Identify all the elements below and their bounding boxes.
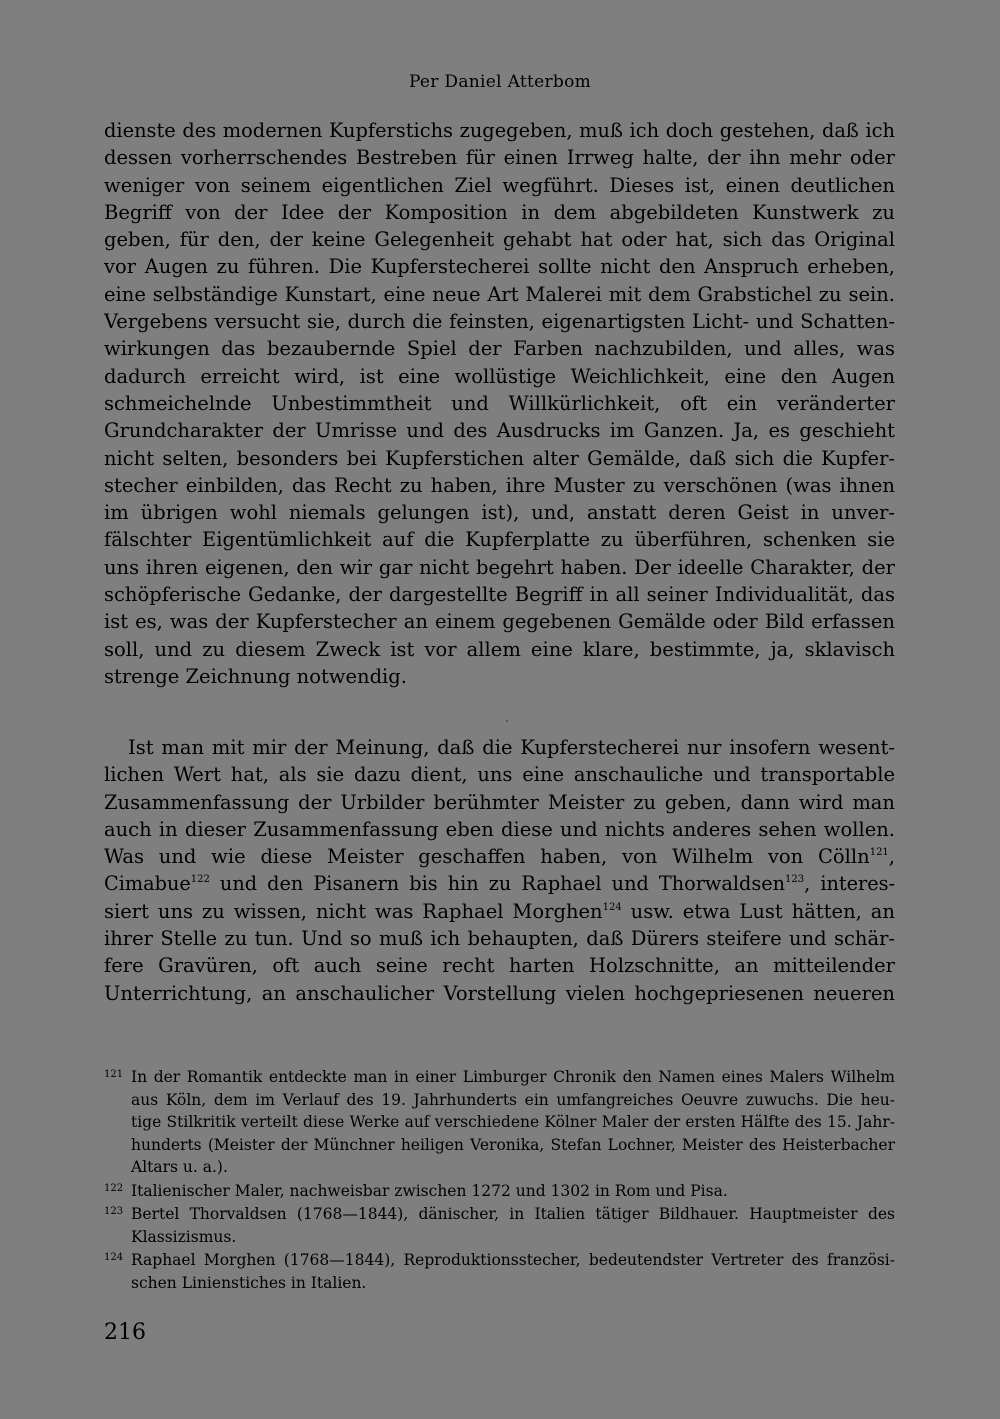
footnote-number: 124 xyxy=(104,1252,124,1263)
footnote-122 xyxy=(104,1180,895,1203)
text-line: fälschter Eigentümlichkeit auf die Kupferplatte zu überführen, schenken sie xyxy=(104,528,895,552)
paragraph-2 xyxy=(104,734,895,1007)
footnote-line: In der Romantik entdeckte man in einer Limburger Chronik den Namen eines Malers Wilhelm xyxy=(131,1068,895,1086)
footnote-line: Bertel Thorvaldsen (1768—1844), dänischer, in Italien tätiger Bildhauer. Hauptmeister des xyxy=(131,1205,895,1223)
footnote-line: Raphael Morghen (1768—1844), Reproduktionsstecher, bedeutendster Vertreter des französi- xyxy=(131,1251,895,1269)
footnote-line: Klassizismus. xyxy=(131,1227,237,1246)
running-header: Per Daniel Atterbom xyxy=(408,72,592,92)
text-line: im übrigen wohl niemals gelungen ist), und, anstatt deren Geist in unver- xyxy=(104,501,895,525)
text-line: eine selbständige Kunstart, eine neue Art Malerei mit dem Grabstichel zu sein. xyxy=(104,282,895,306)
text-line: schmeichelnde Unbestimmtheit und Willkürlichkeit, oft ein veränderter xyxy=(104,391,895,415)
text-fragment: usw. etwa Lust hätten, an xyxy=(621,899,895,923)
text-line: Grundcharakter der Umrisse und des Ausdrucks im Ganzen. Ja, es geschieht xyxy=(104,419,895,443)
text-fragment: Was und wie diese Meister geschaffen haben, von Wilhelm von Cölln xyxy=(104,845,870,869)
text-line: weniger von seinem eigentlichen Ziel wegführt. Dieses ist, einen deutlichen xyxy=(104,173,895,197)
footnote-line: Italienischer Maler, nachweisbar zwischen 1272 und 1302 in Rom und Pisa. xyxy=(131,1181,728,1200)
text-line: auch in dieser Zusammenfassung eben diese und nichts anderes sehen wollen. xyxy=(104,817,895,841)
text-line xyxy=(104,898,895,925)
footnotes xyxy=(104,1066,895,1295)
text-line: Ist man mit mir der Meinung, daß die Kupferstecherei nur insofern wesent- xyxy=(128,736,895,759)
text-line: Unterrichtung, an anschaulicher Vorstellung vielen hochgepriesenen neueren xyxy=(104,981,895,1005)
footnote-line: hunderts (Meister der Münchner heiligen Veronika, Stefan Lochner, Meister des Heisterbacher xyxy=(131,1135,895,1154)
text-line: uns ihren eigenen, den wir gar nicht begehrt haben. Der ideelle Charakter, der xyxy=(104,555,895,579)
text-line: ihrer Stelle zu tun. Und so muß ich behaupten, daß Dürers steifere und schär- xyxy=(104,927,895,951)
footnote-line: schen Linienstiches in Italien. xyxy=(131,1273,367,1292)
footnote-123 xyxy=(104,1203,895,1248)
footnote-ref-124[interactable]: 124 xyxy=(602,901,622,913)
text-fragment: , xyxy=(888,845,895,869)
text-fragment: und den Pisanern bis hin zu Raphael und Thorwaldsen xyxy=(209,872,786,896)
text-fragment: , interes- xyxy=(804,872,895,896)
text-fragment: siert uns zu wissen, nicht was Raphael Morghen xyxy=(104,899,603,923)
text-fragment: Cimabue xyxy=(104,872,191,896)
text-line: strenge Zeichnung notwendig. xyxy=(104,664,407,688)
section-divider xyxy=(506,720,508,722)
footnote-ref-121[interactable]: 121 xyxy=(869,847,889,859)
text-line: geben, für den, der keine Gelegenheit gehabt hat oder hat, sich das Original xyxy=(104,228,895,252)
text-line: Vergebens versucht sie, durch die feinsten, eigenartigsten Licht- und Schatten- xyxy=(104,310,895,334)
footnote-121 xyxy=(104,1066,895,1179)
footnote-line: tige Stilkritik verteilt diese Werke auf verschiedene Kölner Maler der ersten Hälfte des 15. Jahr- xyxy=(131,1113,895,1131)
text-line: schöpferische Gedanke, der dargestellte Begriff in all seiner Individualität, das xyxy=(104,583,895,607)
text-line: soll, und zu diesem Zweck ist vor allem eine klare, bestimmte, ja, sklavisch xyxy=(104,637,895,661)
text-line: stecher einbilden, das Recht zu haben, ihre Muster zu verschönen (was ihnen xyxy=(104,473,895,497)
text-line: ist es, was der Kupferstecher an einem gegebenen Gemälde oder Bild erfassen xyxy=(104,610,895,634)
footnote-number: 122 xyxy=(104,1182,124,1194)
footnote-number: 123 xyxy=(104,1206,124,1217)
text-line xyxy=(104,870,895,897)
footnote-line: aus Köln, dem im Verlauf des 19. Jahrhunderts ein umfangreiches Oeuvre zuwuchs. Die heu- xyxy=(131,1090,895,1109)
text-line: nicht selten, besonders bei Kupferstichen alter Gemälde, daß sich die Kupfer- xyxy=(104,446,895,470)
footnote-124 xyxy=(104,1249,895,1294)
text-line: dienste des modernen Kupferstichs zugegeben, muß ich doch gestehen, daß ich xyxy=(104,119,895,142)
text-line: Zusammenfassung der Urbilder berühmter Meister zu geben, dann wird man xyxy=(104,790,895,814)
paragraph-1 xyxy=(104,117,895,690)
footnote-line: Altars u. a.). xyxy=(131,1158,228,1176)
footnote-ref-122[interactable]: 122 xyxy=(190,874,210,886)
text-line: dessen vorherrschendes Bestreben für einen Irrweg halte, der ihn mehr oder xyxy=(104,146,895,170)
text-line: dadurch erreicht wird, ist eine wollüstige Weichlichkeit, eine den Augen xyxy=(104,364,895,388)
text-line: Begriff von der Idee der Komposition in dem abgebildeten Kunstwerk zu xyxy=(104,200,895,224)
text-line: lichen Wert hat, als sie dazu dient, uns eine anschauliche und transportable xyxy=(104,763,895,787)
text-line: wirkungen das bezaubernde Spiel der Farben nachzubilden, und alles, was xyxy=(104,337,895,361)
text-line: vor Augen zu führen. Die Kupferstecherei sollte nicht den Anspruch erheben, xyxy=(104,255,895,279)
footnote-ref-123[interactable]: 123 xyxy=(785,874,805,886)
text-line xyxy=(104,843,895,870)
page-number: 216 xyxy=(104,1320,146,1345)
footnote-number: 121 xyxy=(104,1069,124,1080)
text-line: fere Gravüren, oft auch seine recht harten Holzschnitte, an mitteilender xyxy=(104,954,895,978)
